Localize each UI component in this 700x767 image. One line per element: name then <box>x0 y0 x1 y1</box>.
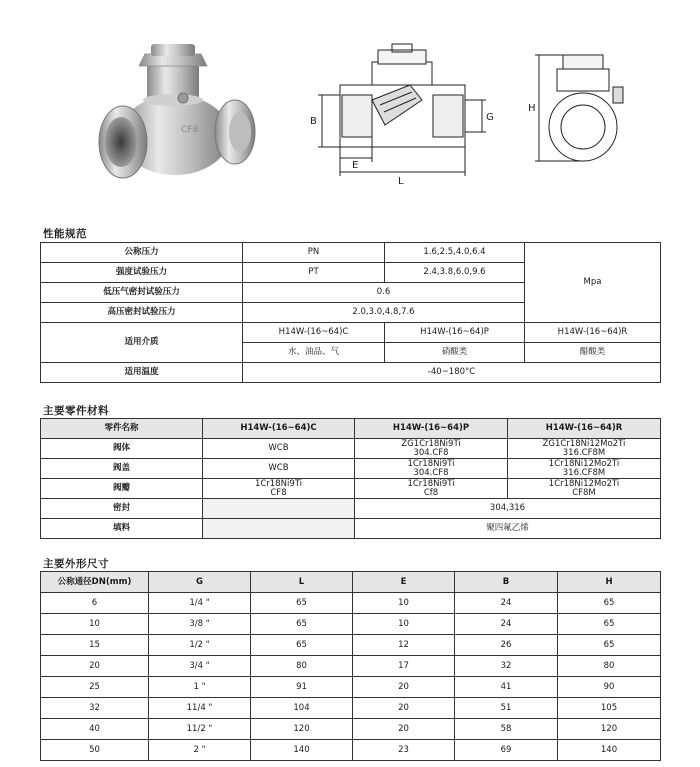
product-photo <box>95 40 260 190</box>
nominal-pressure-label: 公称压力 <box>41 243 243 263</box>
nominal-pressure-symbol: PN <box>243 243 385 263</box>
seal-label: 密封 <box>41 499 203 519</box>
section-drawing <box>300 40 500 190</box>
dim-header-l: L <box>251 572 353 593</box>
disc-r: 1Cr18Ni12Mo2Ti CF8M <box>508 479 661 499</box>
table-row <box>41 323 661 343</box>
dim-cell-e: 20 <box>353 719 455 740</box>
disc-p: 1Cr18Ni9Ti Cf8 <box>355 479 508 499</box>
performance-title: 性能规范 <box>43 228 87 240</box>
dimensions-title: 主要外形尺寸 <box>43 558 109 570</box>
table-row <box>41 419 661 439</box>
medium-model-p: H14W-(16~64)P <box>385 323 525 343</box>
pressure-unit: Mpa <box>525 243 661 323</box>
table-row <box>41 677 661 698</box>
table-row <box>41 614 661 635</box>
dim-cell-h: 140 <box>558 740 661 761</box>
table-row <box>41 519 661 539</box>
table-row <box>41 698 661 719</box>
dim-cell-g: 1/2 " <box>149 635 251 656</box>
dim-b-label: B <box>310 116 317 127</box>
dim-cell-b: 51 <box>455 698 558 719</box>
dim-cell-e: 20 <box>353 677 455 698</box>
packing-value: 聚四氟乙烯 <box>355 519 661 539</box>
dim-cell-h: 80 <box>558 656 661 677</box>
materials-header-c: H14W-(16~64)C <box>203 419 355 439</box>
body-label: 阀体 <box>41 439 203 459</box>
dim-cell-l: 80 <box>251 656 353 677</box>
dim-g-label: G <box>486 112 494 123</box>
nominal-pressure-value: 1.6,2.5,4.0,6.4 <box>385 243 525 263</box>
seal-value: 304,316 <box>355 499 661 519</box>
dim-cell-e: 10 <box>353 593 455 614</box>
dim-cell-h: 65 <box>558 635 661 656</box>
seal-c-empty <box>203 499 355 519</box>
dimensions-body <box>41 593 661 761</box>
body-r: ZG1Cr18Ni12Mo2Ti 316.CF8M <box>508 439 661 459</box>
dim-header-e: E <box>353 572 455 593</box>
dim-cell-l: 65 <box>251 635 353 656</box>
table-row <box>41 656 661 677</box>
dim-cell-h: 120 <box>558 719 661 740</box>
medium-model-c: H14W-(16~64)C <box>243 323 385 343</box>
dim-h-label: H <box>528 103 536 114</box>
dim-cell-g: 2 " <box>149 740 251 761</box>
dim-cell-h: 105 <box>558 698 661 719</box>
high-seal-test-label: 高压密封试验压力 <box>41 303 243 323</box>
dim-cell-h: 65 <box>558 614 661 635</box>
packing-c-empty <box>203 519 355 539</box>
dim-cell-g: 1/4 " <box>149 593 251 614</box>
dim-cell-dn: 10 <box>41 614 149 635</box>
dim-cell-l: 140 <box>251 740 353 761</box>
dim-cell-dn: 25 <box>41 677 149 698</box>
strength-test-value: 2.4,3.8,6.0,9.6 <box>385 263 525 283</box>
dim-cell-b: 69 <box>455 740 558 761</box>
materials-header-p: H14W-(16~64)P <box>355 419 508 439</box>
dim-cell-l: 91 <box>251 677 353 698</box>
table-row <box>41 243 661 263</box>
dim-cell-dn: 50 <box>41 740 149 761</box>
dim-cell-dn: 6 <box>41 593 149 614</box>
dim-cell-h: 90 <box>558 677 661 698</box>
disc-label: 阀瓣 <box>41 479 203 499</box>
table-row <box>41 719 661 740</box>
cover-c: WCB <box>203 459 355 479</box>
materials-table <box>40 418 661 539</box>
body-c: WCB <box>203 439 355 459</box>
dim-header-g: G <box>149 572 251 593</box>
medium-label: 适用介质 <box>41 323 243 363</box>
low-seal-test-label: 低压气密封试验压力 <box>41 283 243 303</box>
dim-cell-dn: 20 <box>41 656 149 677</box>
materials-title: 主要零件材料 <box>43 405 109 417</box>
dim-header-h: H <box>558 572 661 593</box>
strength-test-label: 强度试验压力 <box>41 263 243 283</box>
table-row <box>41 439 661 459</box>
table-row <box>41 459 661 479</box>
dim-cell-l: 65 <box>251 593 353 614</box>
dim-cell-e: 17 <box>353 656 455 677</box>
low-seal-test-value: 0.6 <box>243 283 525 303</box>
cover-p: 1Cr18Ni9Ti 304.CF8 <box>355 459 508 479</box>
dim-cell-dn: 40 <box>41 719 149 740</box>
materials-header-part: 零件名称 <box>41 419 203 439</box>
dim-cell-l: 65 <box>251 614 353 635</box>
medium-media-c: 水、油品、气 <box>243 343 385 363</box>
medium-media-r: 醋酸类 <box>525 343 661 363</box>
dim-e-label: E <box>352 160 359 171</box>
disc-c: 1Cr18Ni9Ti CF8 <box>203 479 355 499</box>
dim-cell-e: 12 <box>353 635 455 656</box>
table-row <box>41 363 661 383</box>
dim-cell-b: 24 <box>455 614 558 635</box>
dim-cell-dn: 15 <box>41 635 149 656</box>
dim-cell-b: 24 <box>455 593 558 614</box>
dim-l-label: L <box>398 176 404 187</box>
table-row <box>41 593 661 614</box>
dim-cell-b: 32 <box>455 656 558 677</box>
dim-cell-b: 58 <box>455 719 558 740</box>
table-row <box>41 499 661 519</box>
dimensions-header-row <box>41 572 661 593</box>
table-row <box>41 479 661 499</box>
medium-media-p: 硝酸类 <box>385 343 525 363</box>
dim-cell-h: 65 <box>558 593 661 614</box>
cover-label: 阀盖 <box>41 459 203 479</box>
body-p: ZG1Cr18Ni9Ti 304.CF8 <box>355 439 508 459</box>
dim-cell-g: 3/8 " <box>149 614 251 635</box>
dim-cell-e: 20 <box>353 698 455 719</box>
table-row <box>41 740 661 761</box>
dim-cell-dn: 32 <box>41 698 149 719</box>
dim-cell-e: 10 <box>353 614 455 635</box>
strength-test-symbol: PT <box>243 263 385 283</box>
dim-cell-g: 1 " <box>149 677 251 698</box>
dimensions-table <box>40 571 661 761</box>
dim-cell-e: 23 <box>353 740 455 761</box>
dim-header-b: B <box>455 572 558 593</box>
dim-cell-g: 3/4 " <box>149 656 251 677</box>
dim-cell-g: 11/2 " <box>149 719 251 740</box>
performance-table <box>40 242 661 383</box>
side-drawing <box>525 45 635 175</box>
dim-cell-g: 11/4 " <box>149 698 251 719</box>
dim-header-dn: 公称通径DN(mm) <box>41 572 149 593</box>
cover-r: 1Cr18Ni12Mo2Ti 316.CF8M <box>508 459 661 479</box>
temperature-label: 适用温度 <box>41 363 243 383</box>
dim-cell-l: 120 <box>251 719 353 740</box>
table-row <box>41 635 661 656</box>
svg-text:CF8: CF8 <box>181 125 199 135</box>
high-seal-test-value: 2.0,3.0,4.8,7.6 <box>243 303 525 323</box>
dim-cell-b: 41 <box>455 677 558 698</box>
materials-header-r: H14W-(16~64)R <box>508 419 661 439</box>
medium-model-r: H14W-(16~64)R <box>525 323 661 343</box>
dim-cell-b: 26 <box>455 635 558 656</box>
dim-cell-l: 104 <box>251 698 353 719</box>
temperature-value: -40~180°C <box>243 363 661 383</box>
packing-label: 填料 <box>41 519 203 539</box>
